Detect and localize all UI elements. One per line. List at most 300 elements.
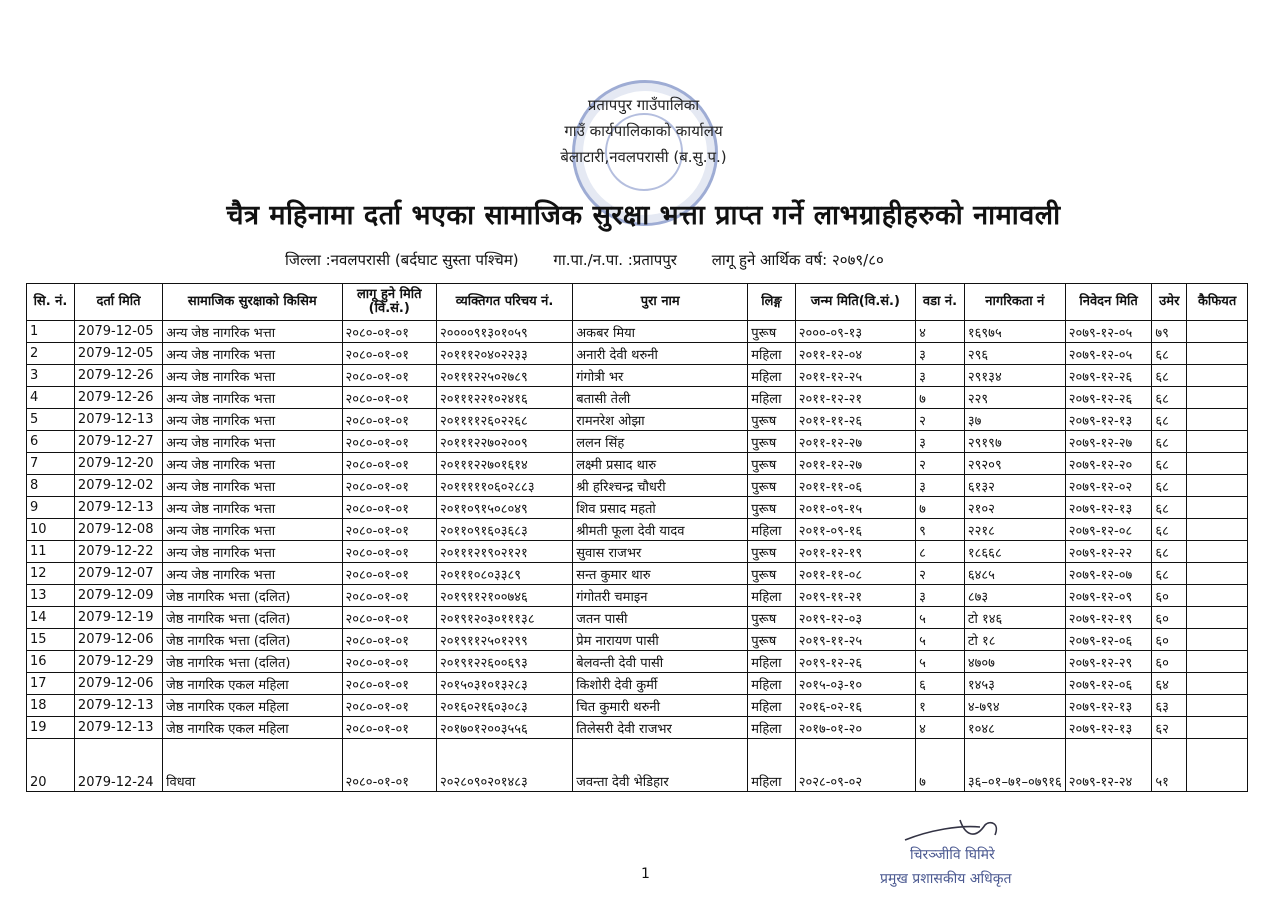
table-row [27,629,1248,651]
cell-gender: महिला [748,387,795,409]
cell-ward: ४ [916,321,965,343]
cell-application-date: २०७९-१२-२६ [1065,365,1152,387]
cell-serial: 1 [27,321,75,343]
cell-full-name: रामनरेश ओझा [573,409,748,431]
cell-citizenship: ८७३ [964,585,1065,607]
cell-registration-date: 2079-12-05 [74,321,162,343]
cell-registration-date: 2079-12-13 [74,717,162,739]
cell-ward: ३ [916,585,965,607]
cell-personal-id: २०११११२६०२२६८ [436,409,572,431]
signature-block [880,815,1080,895]
table-row [27,607,1248,629]
cell-gender: पुरूष [748,629,795,651]
cell-full-name: सुवास राजभर [573,541,748,563]
cell-personal-id: २०१६०२१६०३०८३ [436,695,572,717]
cell-effective-date: २०८०-०१-०१ [342,717,436,739]
cell-serial: 11 [27,541,75,563]
cell-registration-date: 2079-12-20 [74,453,162,475]
table-row [27,673,1248,695]
cell-birth-date: २०२८-०९-०२ [795,739,915,792]
table-row [27,387,1248,409]
cell-citizenship: २१०२ [964,497,1065,519]
cell-birth-date: २०११-११-०६ [795,475,915,497]
cell-remarks [1187,651,1248,673]
cell-ward: ७ [916,387,965,409]
cell-security-type: जेष्ठ नागरिक भत्ता (दलित) [163,607,342,629]
cell-serial: 17 [27,673,75,695]
cell-serial: 20 [27,739,75,792]
cell-remarks [1187,475,1248,497]
cell-application-date: २०७९-१२-०८ [1065,519,1152,541]
cell-registration-date: 2079-12-26 [74,365,162,387]
cell-effective-date: २०८०-०१-०१ [342,343,436,365]
cell-full-name: अकबर मिया [573,321,748,343]
table-row [27,739,1248,792]
header-office: गाउँ कार्यपालिकाको कार्यालय [564,122,723,140]
col-full-name: पुरा नाम [573,284,748,321]
cell-registration-date: 2079-12-22 [74,541,162,563]
cell-registration-date: 2079-12-26 [74,387,162,409]
beneficiary-table [26,283,1248,792]
cell-serial: 10 [27,519,75,541]
cell-gender: पुरूष [748,321,795,343]
cell-birth-date: २०१५-०३-१० [795,673,915,695]
cell-gender: पुरूष [748,563,795,585]
cell-citizenship: ६१३२ [964,475,1065,497]
cell-application-date: २०७९-१२-२० [1065,453,1152,475]
cell-citizenship: ३६–०१–७१–०७९१६ [964,739,1065,792]
table-row [27,585,1248,607]
cell-registration-date: 2079-12-09 [74,585,162,607]
cell-security-type: अन्य जेष्ठ नागरिक भत्ता [163,475,342,497]
cell-personal-id: २०१५०३१०१३२८३ [436,673,572,695]
cell-ward: ५ [916,629,965,651]
municipality-label: गा.पा./न.पा. :प्रतापपुर [553,251,677,269]
cell-age: ६८ [1152,475,1187,497]
cell-serial: 8 [27,475,75,497]
cell-ward: ४ [916,717,965,739]
cell-full-name: अनारी देवी थरुनी [573,343,748,365]
col-personal-id: व्यक्तिगत परिचय नं. [436,284,572,321]
cell-age: ६८ [1152,343,1187,365]
cell-registration-date: 2079-12-08 [74,519,162,541]
cell-gender: महिला [748,673,795,695]
cell-application-date: २०७९-१२-२९ [1065,651,1152,673]
page-number: 1 [641,866,650,882]
table-row [27,717,1248,739]
cell-security-type: अन्य जेष्ठ नागरिक भत्ता [163,497,342,519]
cell-serial: 7 [27,453,75,475]
cell-security-type: अन्य जेष्ठ नागरिक भत्ता [163,453,342,475]
cell-effective-date: २०८०-०१-०१ [342,651,436,673]
cell-registration-date: 2079-12-13 [74,695,162,717]
cell-personal-id: २०१११०८०३३८९ [436,563,572,585]
cell-birth-date: २०११-१२-२१ [795,387,915,409]
cell-ward: ९ [916,519,965,541]
cell-serial: 12 [27,563,75,585]
col-ward: वडा नं. [916,284,965,321]
cell-citizenship: २२१८ [964,519,1065,541]
cell-citizenship: ६४८५ [964,563,1065,585]
cell-citizenship: २९६ [964,343,1065,365]
cell-citizenship: १४५३ [964,673,1065,695]
table-row [27,497,1248,519]
cell-full-name: गंगोत्री भर [573,365,748,387]
cell-registration-date: 2079-12-05 [74,343,162,365]
cell-birth-date: २०११-१२-२७ [795,431,915,453]
cell-effective-date: २०८०-०१-०१ [342,673,436,695]
cell-personal-id: २०११०९१५०८०४९ [436,497,572,519]
cell-effective-date: २०८०-०१-०१ [342,695,436,717]
cell-gender: पुरूष [748,607,795,629]
cell-remarks [1187,563,1248,585]
cell-gender: महिला [748,519,795,541]
cell-birth-date: २०११-१२-०४ [795,343,915,365]
cell-gender: पुरूष [748,497,795,519]
col-citizenship: नागरिकता नं [964,284,1065,321]
cell-birth-date: २०१९-११-२५ [795,629,915,651]
cell-registration-date: 2079-12-19 [74,607,162,629]
district-label: जिल्ला :नवलपरासी (बर्दघाट सुस्ता पश्चिम) [285,251,519,269]
cell-effective-date: २०८०-०१-०१ [342,475,436,497]
cell-registration-date: 2079-12-06 [74,629,162,651]
cell-ward: ६ [916,673,965,695]
cell-personal-id: २०१११११०६०२८८३ [436,475,572,497]
cell-security-type: विधवा [163,739,342,792]
cell-remarks [1187,519,1248,541]
cell-birth-date: २०११-०९-१५ [795,497,915,519]
cell-personal-id: २०१९११२१००७४६ [436,585,572,607]
cell-citizenship: १८६६८ [964,541,1065,563]
cell-full-name: लक्ष्मी प्रसाद थारु [573,453,748,475]
cell-security-type: अन्य जेष्ठ नागरिक भत्ता [163,321,342,343]
cell-personal-id: २०१११२२७०१६१४ [436,453,572,475]
cell-effective-date: २०८०-०१-०१ [342,387,436,409]
cell-gender: महिला [748,365,795,387]
cell-citizenship: २९२०९ [964,453,1065,475]
cell-remarks [1187,453,1248,475]
cell-gender: महिला [748,717,795,739]
cell-effective-date: २०८०-०१-०१ [342,431,436,453]
cell-personal-id: २०१११२२५०२७८९ [436,365,572,387]
cell-age: ७९ [1152,321,1187,343]
cell-security-type: जेष्ठ नागरिक एकल महिला [163,717,342,739]
cell-age: ६८ [1152,431,1187,453]
cell-serial: 4 [27,387,75,409]
cell-full-name: चित कुमारी थरुनी [573,695,748,717]
cell-citizenship: २९१३४ [964,365,1065,387]
cell-remarks [1187,387,1248,409]
cell-remarks [1187,321,1248,343]
col-birth-date: जन्म मिति(वि.सं.) [795,284,915,321]
cell-age: ६२ [1152,717,1187,739]
cell-effective-date: २०८०-०१-०१ [342,453,436,475]
cell-application-date: २०७९-१२-२७ [1065,431,1152,453]
cell-application-date: २०७९-१२-२२ [1065,541,1152,563]
cell-serial: 19 [27,717,75,739]
cell-remarks [1187,431,1248,453]
cell-serial: 6 [27,431,75,453]
cell-security-type: जेष्ठ नागरिक एकल महिला [163,695,342,717]
cell-security-type: अन्य जेष्ठ नागरिक भत्ता [163,541,342,563]
cell-citizenship: ३७ [964,409,1065,431]
cell-gender: पुरूष [748,453,795,475]
table-header-row [27,284,1248,321]
cell-effective-date: २०८०-०१-०१ [342,365,436,387]
cell-birth-date: २०११-०९-१६ [795,519,915,541]
cell-citizenship: टो १४६ [964,607,1065,629]
cell-remarks [1187,541,1248,563]
cell-application-date: २०७९-१२-०५ [1065,343,1152,365]
cell-personal-id: २०१११२१९०२१२१ [436,541,572,563]
cell-application-date: २०७९-१२-०७ [1065,563,1152,585]
cell-security-type: अन्य जेष्ठ नागरिक भत्ता [163,365,342,387]
cell-birth-date: २०११-११-२६ [795,409,915,431]
cell-ward: २ [916,409,965,431]
cell-birth-date: २०१९-१२-०३ [795,607,915,629]
table-row [27,409,1248,431]
cell-gender: पुरूष [748,541,795,563]
cell-age: ६० [1152,651,1187,673]
cell-personal-id: २०१११२०४०२२३३ [436,343,572,365]
cell-remarks [1187,695,1248,717]
cell-personal-id: २०१७०१२००३५५६ [436,717,572,739]
cell-remarks [1187,365,1248,387]
cell-application-date: २०७९-१२-२४ [1065,739,1152,792]
cell-age: ६० [1152,607,1187,629]
cell-age: ६८ [1152,541,1187,563]
document-subline [285,250,914,270]
cell-serial: 5 [27,409,75,431]
cell-remarks [1187,739,1248,792]
cell-application-date: २०७९-१२-०६ [1065,629,1152,651]
cell-remarks [1187,409,1248,431]
cell-citizenship: १०४८ [964,717,1065,739]
cell-ward: ५ [916,651,965,673]
cell-age: ६४ [1152,673,1187,695]
table-row [27,365,1248,387]
cell-application-date: २०७९-१२-१३ [1065,409,1152,431]
cell-citizenship: २२९ [964,387,1065,409]
cell-serial: 16 [27,651,75,673]
cell-ward: ८ [916,541,965,563]
cell-registration-date: 2079-12-13 [74,409,162,431]
cell-citizenship: टो १८ [964,629,1065,651]
cell-ward: २ [916,563,965,585]
col-effective-date: लागू हुने मिति (वि.सं.) [342,284,436,321]
cell-effective-date: २०८०-०१-०१ [342,739,436,792]
cell-ward: ३ [916,475,965,497]
cell-gender: पुरूष [748,431,795,453]
table-row [27,453,1248,475]
cell-age: ६८ [1152,409,1187,431]
cell-application-date: २०७९-१२-०२ [1065,475,1152,497]
cell-citizenship: २९१९७ [964,431,1065,453]
cell-birth-date: २०१९-१२-२६ [795,651,915,673]
col-serial: सि. नं. [27,284,75,321]
cell-effective-date: २०८०-०१-०१ [342,541,436,563]
cell-effective-date: २०८०-०१-०१ [342,321,436,343]
cell-citizenship: ४-७९४ [964,695,1065,717]
cell-application-date: २०७९-१२-०९ [1065,585,1152,607]
cell-personal-id: २०१११२२७०२००९ [436,431,572,453]
cell-gender: महिला [748,585,795,607]
cell-serial: 3 [27,365,75,387]
cell-ward: ३ [916,431,965,453]
cell-registration-date: 2079-12-07 [74,563,162,585]
table-row [27,343,1248,365]
cell-birth-date: २०१७-०१-२० [795,717,915,739]
signer-name: चिरञ्जीवि घिमिरे [910,847,995,863]
cell-personal-id: २०११०९१६०३६८३ [436,519,572,541]
cell-registration-date: 2079-12-24 [74,739,162,792]
cell-full-name: श्री हरिश्चन्द्र चौधरी [573,475,748,497]
table-row [27,431,1248,453]
cell-application-date: २०७९-१२-०५ [1065,321,1152,343]
cell-remarks [1187,717,1248,739]
cell-application-date: २०७९-१२-२६ [1065,387,1152,409]
col-remarks: कैफियत [1187,284,1248,321]
cell-birth-date: २०११-१२-२५ [795,365,915,387]
cell-security-type: अन्य जेष्ठ नागरिक भत्ता [163,563,342,585]
cell-security-type: जेष्ठ नागरिक भत्ता (दलित) [163,629,342,651]
cell-full-name: जवन्ता देवी भेडिहार [573,739,748,792]
cell-full-name: जतन पासी [573,607,748,629]
cell-serial: 18 [27,695,75,717]
cell-birth-date: २०११-११-०८ [795,563,915,585]
cell-registration-date: 2079-12-27 [74,431,162,453]
cell-personal-id: २०२८०९०२०१४८३ [436,739,572,792]
cell-ward: ३ [916,365,965,387]
cell-serial: 15 [27,629,75,651]
cell-personal-id: २०१९१२२६००६९३ [436,651,572,673]
cell-birth-date: २०११-१२-२७ [795,453,915,475]
cell-age: ६० [1152,629,1187,651]
cell-effective-date: २०८०-०१-०१ [342,519,436,541]
cell-birth-date: २०११-१२-१९ [795,541,915,563]
cell-remarks [1187,607,1248,629]
cell-citizenship: १६९७५ [964,321,1065,343]
cell-full-name: ललन सिंह [573,431,748,453]
cell-full-name: गंगोतरी चमाइन [573,585,748,607]
cell-security-type: जेष्ठ नागरिक एकल महिला [163,673,342,695]
cell-full-name: शिव प्रसाद महतो [573,497,748,519]
cell-personal-id: २०१९११२५०१२९९ [436,629,572,651]
col-application-date: निवेदन मिति [1065,284,1152,321]
cell-age: ६८ [1152,563,1187,585]
cell-security-type: अन्य जेष्ठ नागरिक भत्ता [163,431,342,453]
header-address: बेलाटारी,नवलपरासी (ब.सु.प.) [560,148,727,166]
cell-registration-date: 2079-12-06 [74,673,162,695]
table-row [27,519,1248,541]
cell-age: ६० [1152,585,1187,607]
cell-security-type: जेष्ठ नागरिक भत्ता (दलित) [163,585,342,607]
cell-ward: ७ [916,739,965,792]
table-row [27,475,1248,497]
cell-age: ५१ [1152,739,1187,792]
cell-registration-date: 2079-12-13 [74,497,162,519]
page-title: चैत्र महिनामा दर्ता भएका सामाजिक सुरक्षा भत्ता प्राप्त गर्ने लाभग्राहीहरुको नामावली [226,200,1061,231]
cell-remarks [1187,497,1248,519]
cell-gender: पुरूष [748,475,795,497]
table-body [27,321,1248,792]
cell-gender: महिला [748,739,795,792]
cell-remarks [1187,673,1248,695]
cell-effective-date: २०८०-०१-०१ [342,563,436,585]
cell-application-date: २०७९-१२-१३ [1065,497,1152,519]
cell-remarks [1187,343,1248,365]
cell-serial: 2 [27,343,75,365]
cell-security-type: अन्य जेष्ठ नागरिक भत्ता [163,409,342,431]
cell-serial: 13 [27,585,75,607]
cell-full-name: बेलवन्ती देवी पासी [573,651,748,673]
cell-age: ६८ [1152,497,1187,519]
cell-registration-date: 2079-12-29 [74,651,162,673]
cell-full-name: किशोरी देवी कुर्मी [573,673,748,695]
cell-age: ६३ [1152,695,1187,717]
cell-age: ६८ [1152,365,1187,387]
cell-application-date: २०७९-१२-१९ [1065,607,1152,629]
cell-application-date: २०७९-१२-१३ [1065,717,1152,739]
cell-ward: २ [916,453,965,475]
header-municipality: प्रतापपुर गाउँपालिका [587,96,700,114]
cell-ward: ३ [916,343,965,365]
cell-security-type: अन्य जेष्ठ नागरिक भत्ता [163,387,342,409]
table-row [27,321,1248,343]
cell-full-name: श्रीमती फूला देवी यादव [573,519,748,541]
col-gender: लिङ्ग [748,284,795,321]
table-row [27,541,1248,563]
cell-effective-date: २०८०-०१-०१ [342,585,436,607]
cell-personal-id: २०१११२२१०२४१६ [436,387,572,409]
cell-age: ६८ [1152,387,1187,409]
cell-gender: महिला [748,695,795,717]
cell-age: ६८ [1152,453,1187,475]
cell-gender: महिला [748,343,795,365]
cell-citizenship: ४७०७ [964,651,1065,673]
cell-gender: पुरूष [748,409,795,431]
table-row [27,695,1248,717]
cell-serial: 9 [27,497,75,519]
cell-ward: ७ [916,497,965,519]
table-row [27,651,1248,673]
cell-birth-date: २०१९-११-२१ [795,585,915,607]
cell-registration-date: 2079-12-02 [74,475,162,497]
cell-ward: १ [916,695,965,717]
office-header [0,92,1287,170]
cell-application-date: २०७९-१२-०६ [1065,673,1152,695]
cell-security-type: अन्य जेष्ठ नागरिक भत्ता [163,519,342,541]
cell-full-name: सन्त कुमार थारु [573,563,748,585]
cell-security-type: अन्य जेष्ठ नागरिक भत्ता [163,343,342,365]
cell-application-date: २०७९-१२-१३ [1065,695,1152,717]
cell-effective-date: २०८०-०१-०१ [342,629,436,651]
cell-personal-id: २०१९१२०३०१११३८ [436,607,572,629]
cell-serial: 14 [27,607,75,629]
cell-effective-date: २०८०-०१-०१ [342,607,436,629]
cell-security-type: जेष्ठ नागरिक भत्ता (दलित) [163,651,342,673]
cell-gender: महिला [748,651,795,673]
table-row [27,563,1248,585]
cell-full-name: तिलेसरी देवी राजभर [573,717,748,739]
cell-personal-id: २००००९१३०१०५९ [436,321,572,343]
cell-birth-date: २०००-०९-१३ [795,321,915,343]
cell-effective-date: २०८०-०१-०१ [342,497,436,519]
cell-effective-date: २०८०-०१-०१ [342,409,436,431]
cell-full-name: प्रेम नारायण पासी [573,629,748,651]
col-age: उमेर [1152,284,1187,321]
col-registration-date: दर्ता मिति [74,284,162,321]
